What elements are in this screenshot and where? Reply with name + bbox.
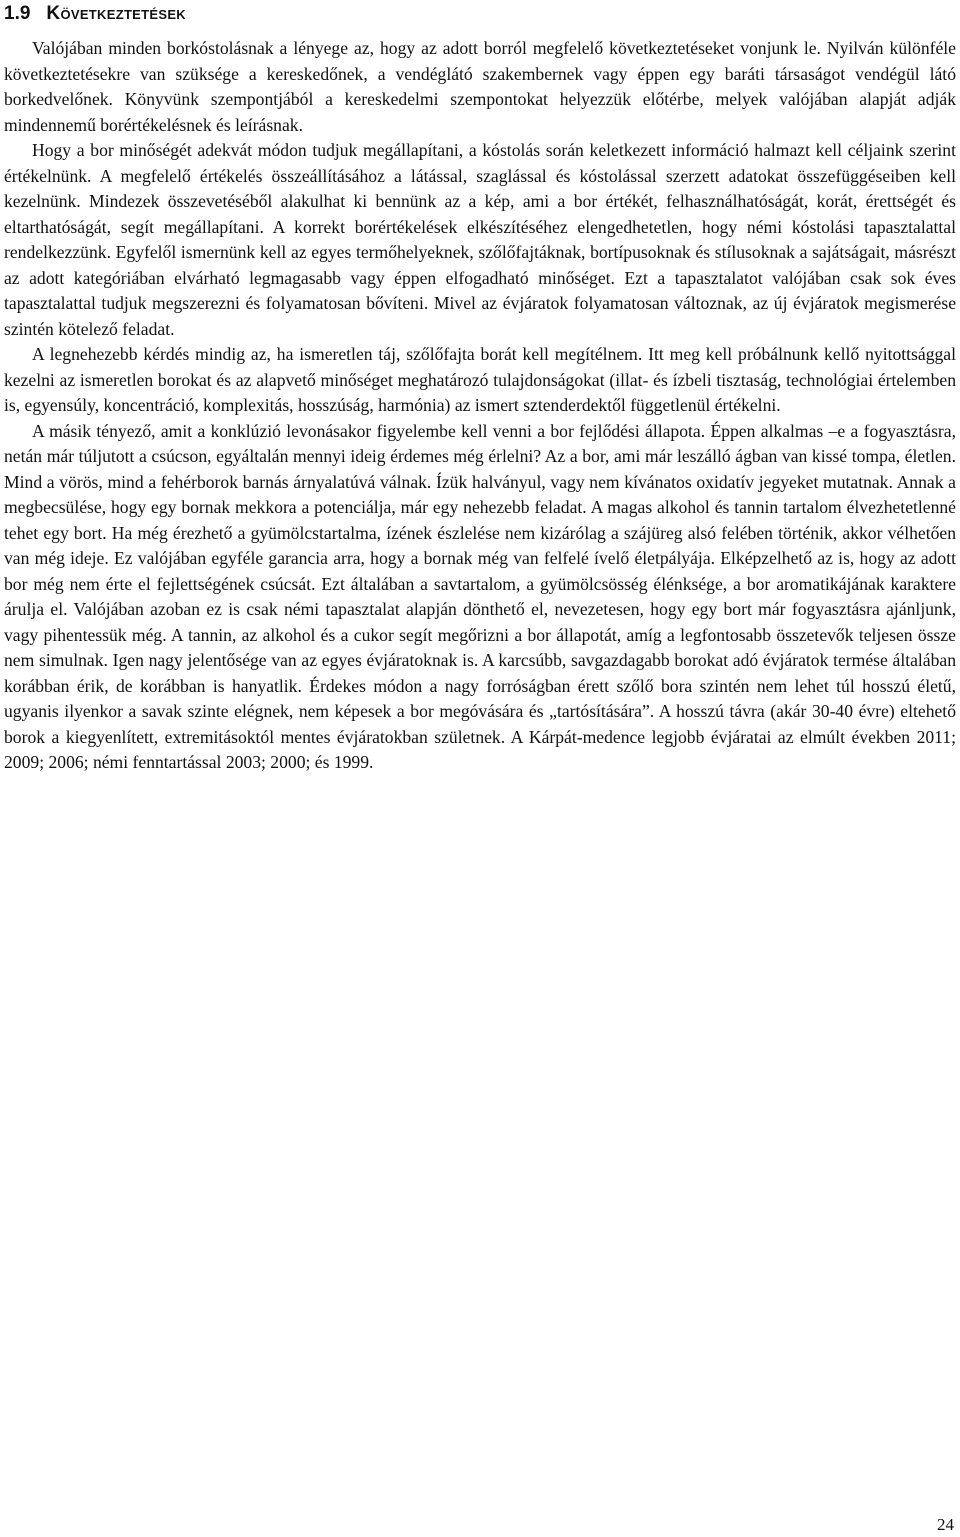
paragraph: Hogy a bor minőségét adekvát módon tudjuk megállapítani, a kóstolás során keletkezett információ halmazt kell céljaink szerint értékelnünk. A megfelelő értékelés összeállításához a látással, szaglással és kóstolással szerzett adatokat összefüggéseiben kell kezelnünk. Mindezek összevetéséből alakulhat ki bennünk az a kép, ami a bor értékét, felhasználhatóságát, korát, érettségét és eltarthatóságát, segít megállapítani. A korrekt borértékelések elkészítéséhez elengedhetetlen, hogy némi kóstolási tapasztalattal rendelkezzünk. Egyfelől ismernünk kell az egyes termőhelyeknek, szőlőfajtáknak, bortípusoknak és stílusoknak a sajátságait, másrészt az adott kategóriában elvárható legmagasabb vagy éppen elfogadható minőséget. Ezt a tapasztalatot valójában csak sok éves tapasztalattal tudjuk megszerezni és folyamatosan bővíteni. Mivel az évjáratok folyamatosan változnak, az új évjáratok megismerése szintén kötelező feladat. xyxy=(4,140,956,339)
paragraph: A másik tényező, amit a konklúzió levonásakor figyelembe kell venni a bor fejlődési állapota. Éppen alkalmas –e a fogyasztásra, netán már túljutott a csúcson, egyáltalán mennyi ideig érdemes még érlelni? Az a bor, ami már leszálló ágban van kissé tompa, életlen. Mind a vörös, mind a fehérborok barnás árnyalatúvá válnak. Ízük halványul, vagy nem kívánatos oxidatív jegyeket mutatnak. Annak a megbecsülése, hogy egy bornak mekkora a potenciálja, már egy nehezebb feladat. A magas alkohol és tannin tartalom élvezhetetlenné tehet egy bort. Ha még érezhető a gyümölcstartalma, ízének észlelése nem kizárólag a szájüreg alsó felében történik, akkor vélhetően van még ideje. Ez valójában egyféle garancia arra, hogy a bornak még van felfelé ívelő életpályája. Elképzelhető az is, hogy az adott bor még nem érte el fejlettségének csúcsát. Ezt általában a savtartalom, a gyümölcsösség élénksége, a bor aromatikájának karaktere árulja el. Valójában azoban ez is csak némi tapasztalat alapján dönthető el, nevezetesen, hogy egy bort már fogyasztásra ajánljunk, vagy pihentessük még. A tannin, az alkohol és a cukor segít megőrizni a bor állapotát, amíg a legfontosabb összetevők teljesen össze nem simulnak. Igen nagy jelentősége van az egyes évjáratoknak is. A karcsúbb, savgazdagabb borokat adó évjáratok termése általában korábban érik, de korábban is hanyatlik. Érdekes módon a nagy forróságban érett szőlő bora szintén nem lehet túl hosszú életű, ugyanis ilyenkor a savak szinte elégnek, nem képesek a bor megóvására és „tartósítására”. A hosszú távra (akár 30-40 évre) eltehető borok a kiegyenlített, extremitásoktól mentes évjáratokban születnek. A Kárpát-medence legjobb évjáratai az elmúlt években 2011; 2009; 2006; némi fenntartással 2003; 2000; és 1999. xyxy=(4,420,956,772)
page-number: 24 xyxy=(937,1515,954,1534)
section-title: Következtetések xyxy=(46,3,186,24)
paragraph: A legnehezebb kérdés mindig az, ha ismeretlen táj, szőlőfajta borát kell megítélnem. Itt meg kell próbálnunk kellő nyitottsággal kezelni az ismeretlen borokat és az alapvető minőséget meghatározó tulajdonságokat (illat- és ízbeli tisztaság, technológiai értelemben is, egyensúly, koncentráció, komplexitás, hosszúság, harmónia) az ismert sztenderdektől függetlenül értékelni. xyxy=(4,344,956,415)
document-page xyxy=(4,0,956,776)
section-heading xyxy=(4,2,956,26)
paragraph: Valójában minden borkóstolásnak a lényege az, hogy az adott borról megfelelő következtetéseket vonjunk le. Nyilván különféle következtetésekre van szüksége a kereskedőnek, a vendéglátó szakembernek vagy éppen egy baráti társaságot vendégül látó borkedvelőnek. Könyvünk szempontjából a kereskedelmi szempontokat helyezzük előtérbe, melyek valójában alapját adják mindennemű borértékelésnek és leírásnak. xyxy=(4,38,956,135)
section-number: 1.9 xyxy=(4,3,31,24)
